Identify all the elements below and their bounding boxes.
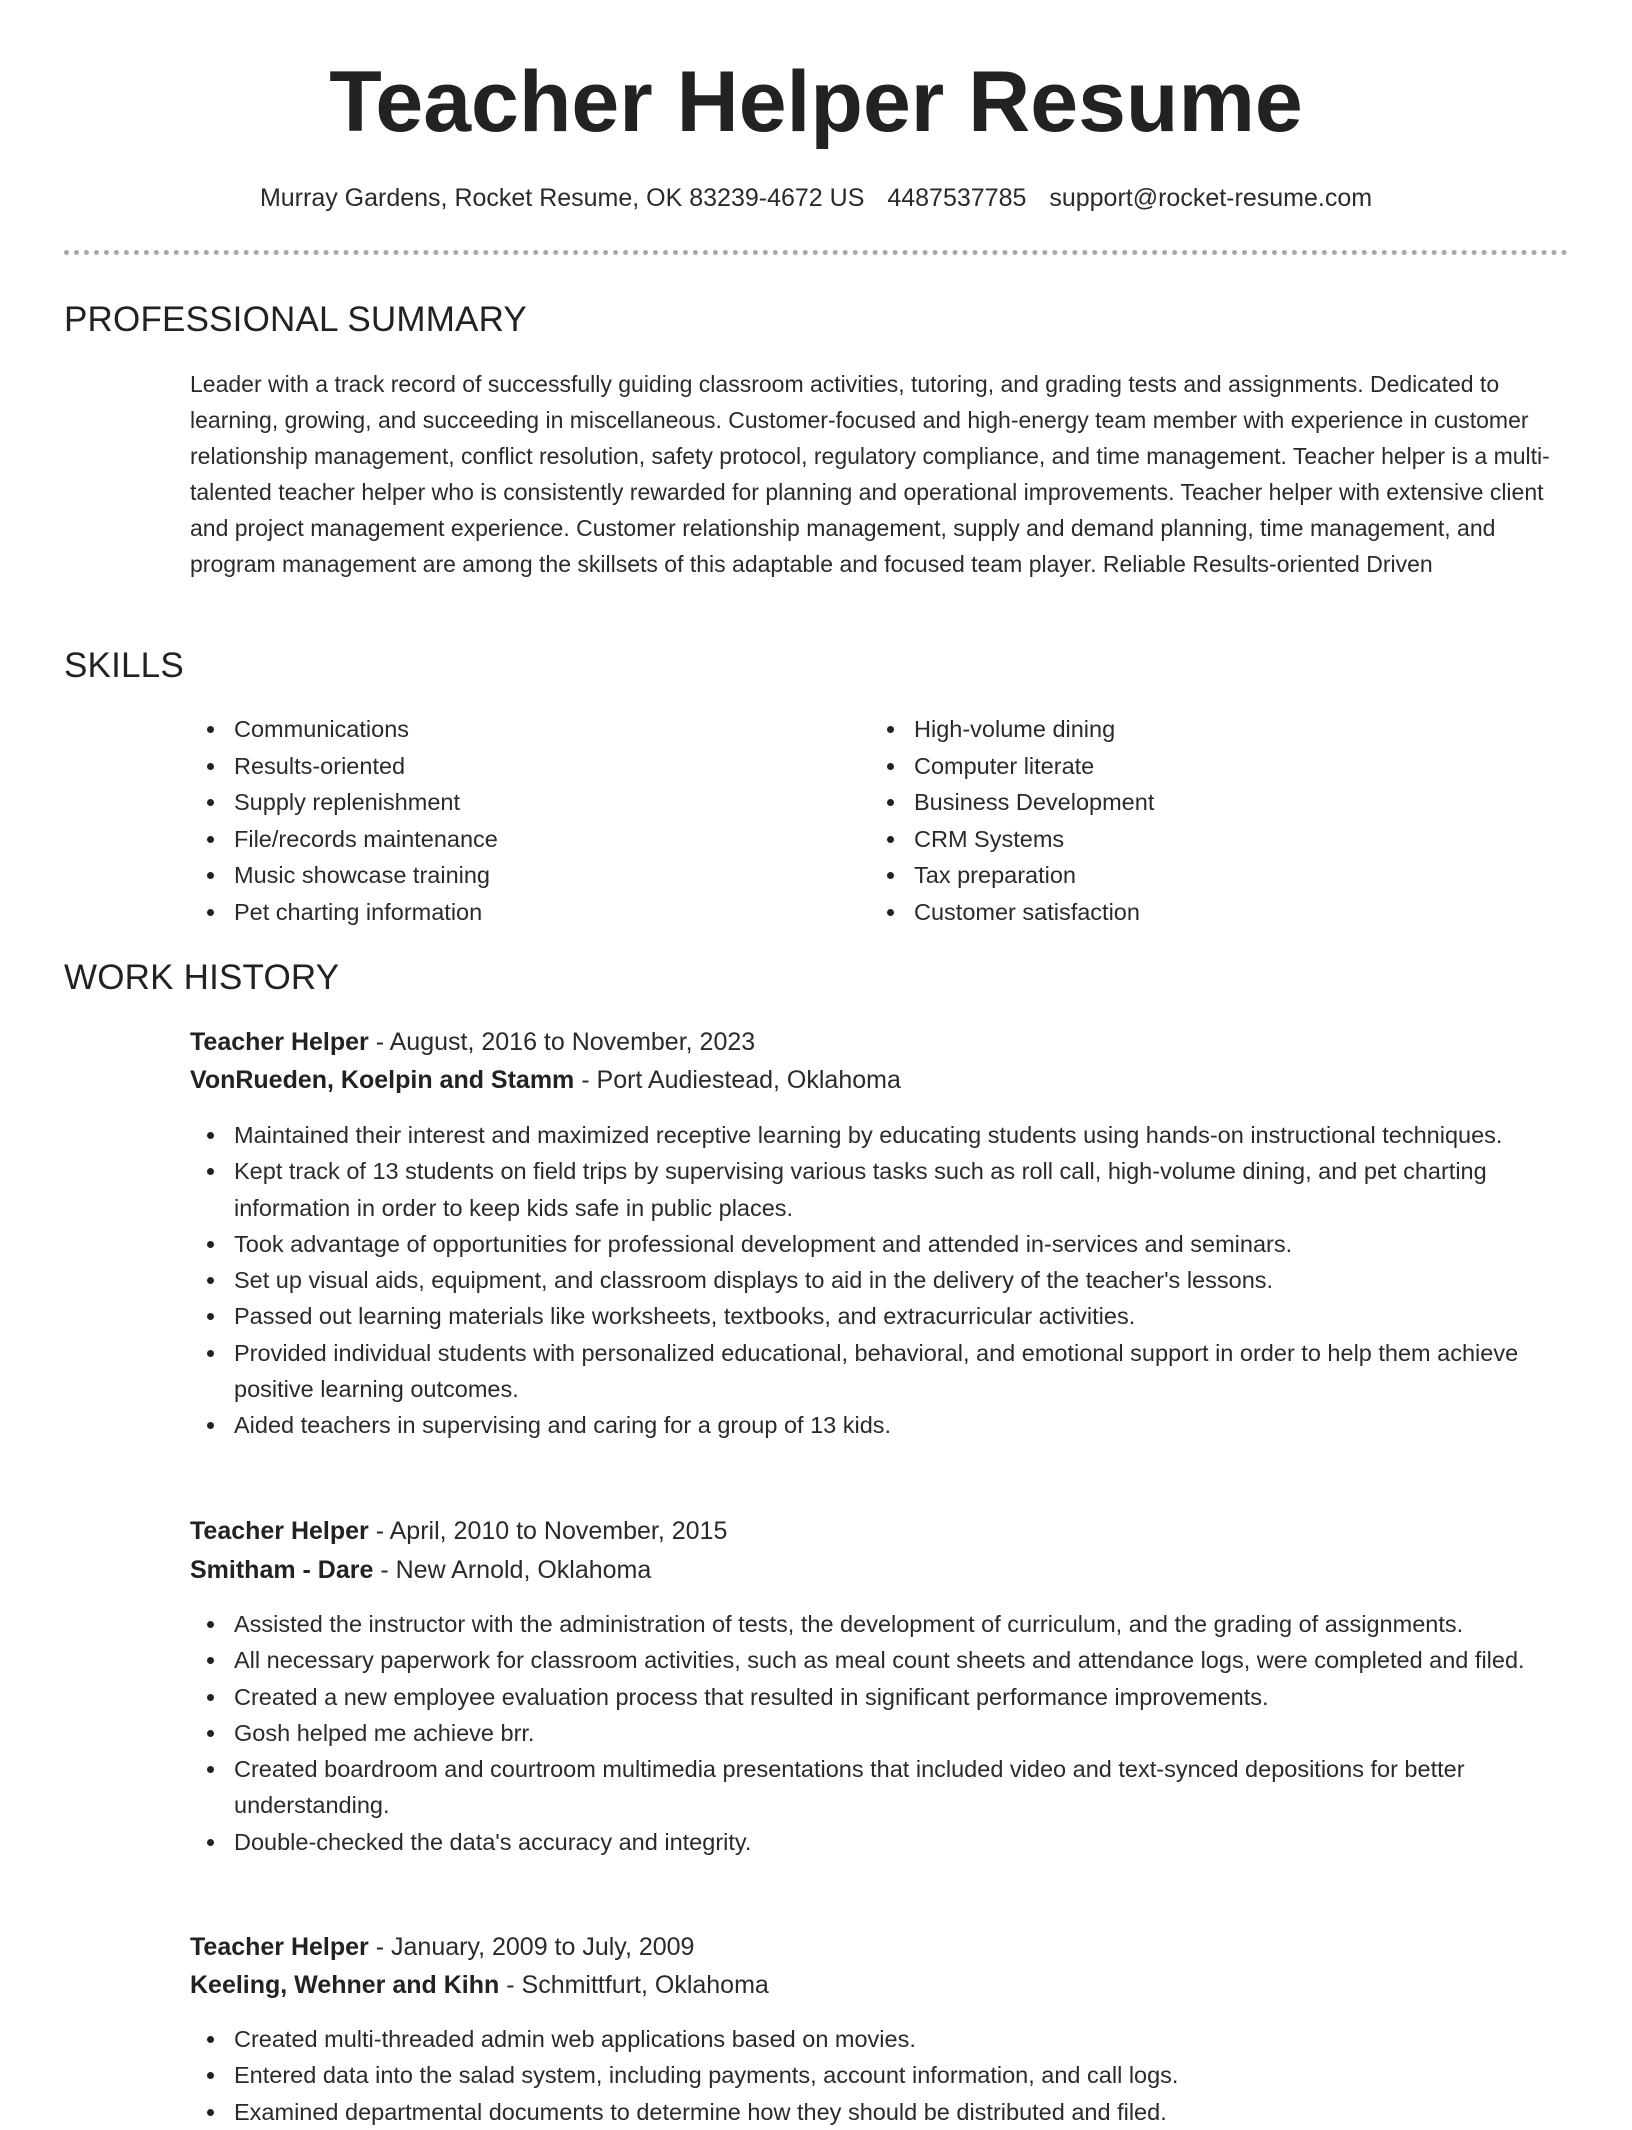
job-title-line bbox=[190, 1929, 694, 1965]
skill-item: CRM Systems bbox=[870, 821, 1154, 858]
skill-item: File/records maintenance bbox=[190, 821, 498, 858]
job-duty: Examined departmental documents to determine how they should be distributed and filed. bbox=[190, 2094, 1570, 2130]
job-company-line bbox=[190, 1062, 901, 1098]
job-duty: Aided teachers in supervising and caring for a group of 13 kids. bbox=[190, 1407, 1570, 1443]
job-duty: Entered data into the salad system, including payments, account information, and call logs. bbox=[190, 2057, 1570, 2093]
skill-item: Business Development bbox=[870, 784, 1154, 821]
job-duty: Maintained their interest and maximized receptive learning by educating students using hands-on instructional techniques. bbox=[190, 1117, 1570, 1153]
job-title-line bbox=[190, 1024, 755, 1060]
job-duty: Created multi-threaded admin web applications based on movies. bbox=[190, 2021, 1570, 2057]
job-duty: Passed out learning materials like worksheets, textbooks, and extracurricular activities. bbox=[190, 1298, 1570, 1334]
resume-title: Teacher Helper Resume bbox=[329, 54, 1303, 150]
job-company: Keeling, Wehner and Kihn bbox=[190, 1971, 500, 1999]
job-company: Smitham - Dare bbox=[190, 1556, 374, 1584]
contact-line bbox=[0, 180, 1632, 216]
skill-item: Supply replenishment bbox=[190, 784, 498, 821]
job-company-line bbox=[190, 1552, 651, 1588]
section-heading-summary: PROFESSIONAL SUMMARY bbox=[64, 300, 527, 339]
skill-item: Communications bbox=[190, 711, 498, 748]
job-location: - Schmittfurt, Oklahoma bbox=[499, 1971, 769, 1999]
job-location: - New Arnold, Oklahoma bbox=[373, 1556, 652, 1584]
job-duty: Created boardroom and courtroom multimedia presentations that included video and text-synced depositions for better understanding. bbox=[190, 1751, 1570, 1824]
contact-phone: 4487537785 bbox=[887, 184, 1027, 212]
job-title: Teacher Helper bbox=[190, 1028, 369, 1056]
header-divider bbox=[64, 250, 1568, 255]
job-title: Teacher Helper bbox=[190, 1517, 369, 1545]
job-duty: Assisted the instructor with the administration of tests, the development of curriculum, and the grading of assignments. bbox=[190, 1606, 1570, 1642]
skills-list-left bbox=[190, 711, 498, 930]
job-dates: - April, 2010 to November, 2015 bbox=[368, 1517, 728, 1545]
skill-item: High-volume dining bbox=[870, 711, 1154, 748]
job-location: - Port Audiestead, Oklahoma bbox=[574, 1066, 901, 1094]
job-duty: Created a new employee evaluation process that resulted in significant performance improvements. bbox=[190, 1679, 1570, 1715]
job-dates: - January, 2009 to July, 2009 bbox=[368, 1933, 695, 1961]
skill-item: Music showcase training bbox=[190, 857, 498, 894]
job-title: Teacher Helper bbox=[190, 1933, 369, 1961]
job-duty: Gosh helped me achieve brr. bbox=[190, 1715, 1570, 1751]
job-company: VonRueden, Koelpin and Stamm bbox=[190, 1066, 575, 1094]
section-heading-work-history: WORK HISTORY bbox=[64, 958, 340, 997]
contact-address: Murray Gardens, Rocket Resume, OK 83239-4672 US bbox=[259, 184, 865, 212]
summary-text: Leader with a track record of successfully guiding classroom activities, tutoring, and grading tests and assignments. Dedicated to learning, growing, and succeeding in miscellaneous. Customer-focused and high-energy team member with experience in customer relationship management, conflict resolution, safety protocol, regulatory compliance, and time management. Teacher helper is a multi-talented teacher helper who is consistently rewarded for planning and operational improvements. Teacher helper with extensive client and project management experience. Customer relationship management, supply and demand planning, time management, and program management are among the skillsets of this adaptable and focused team player. Reliable Results-oriented Driven bbox=[190, 371, 1550, 577]
skills-list-right bbox=[870, 711, 1154, 930]
skill-item: Pet charting information bbox=[190, 894, 498, 931]
job-title-line bbox=[190, 1513, 727, 1549]
contact-email[interactable]: support@rocket-resume.com bbox=[1049, 184, 1373, 212]
section-heading-skills: SKILLS bbox=[64, 646, 184, 685]
job-duty: Provided individual students with personalized educational, behavioral, and emotional support in order to help them achieve positive learning outcomes. bbox=[190, 1335, 1570, 1408]
skill-item: Customer satisfaction bbox=[870, 894, 1154, 931]
job-duties-list bbox=[190, 1117, 1570, 1444]
job-company-line bbox=[190, 1967, 769, 2003]
skill-item: Computer literate bbox=[870, 748, 1154, 785]
job-duty: Set up visual aids, equipment, and classroom displays to aid in the delivery of the teacher's lessons. bbox=[190, 1262, 1570, 1298]
skill-item: Results-oriented bbox=[190, 748, 498, 785]
job-duties-list bbox=[190, 1606, 1570, 1860]
job-duty: All necessary paperwork for classroom activities, such as meal count sheets and attendance logs, were completed and filed. bbox=[190, 1642, 1570, 1678]
job-duty: Took advantage of opportunities for professional development and attended in-services and seminars. bbox=[190, 1226, 1570, 1262]
job-dates: - August, 2016 to November, 2023 bbox=[368, 1028, 756, 1056]
job-duty: Double-checked the data's accuracy and integrity. bbox=[190, 1824, 1570, 1860]
job-duties-list bbox=[190, 2021, 1570, 2130]
job-duty: Kept track of 13 students on field trips by supervising various tasks such as roll call, high-volume dining, and pet charting information in order to keep kids safe in public places. bbox=[190, 1153, 1570, 1226]
skill-item: Tax preparation bbox=[870, 857, 1154, 894]
